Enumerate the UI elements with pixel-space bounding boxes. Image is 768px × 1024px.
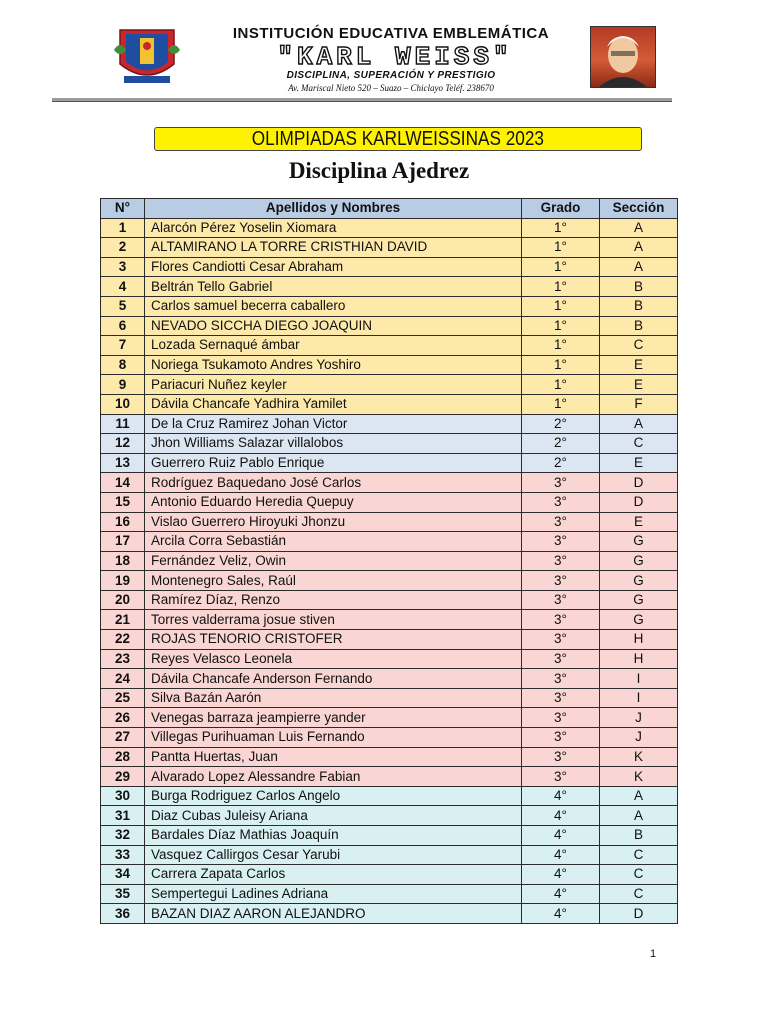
cell-grade: 3° [522,747,600,767]
cell-name: Silva Bazán Aarón [145,688,522,708]
cell-grade: 1° [522,218,600,238]
cell-number: 21 [101,610,145,630]
cell-grade: 4° [522,884,600,904]
cell-name: Reyes Velasco Leonela [145,649,522,669]
cell-section: C [600,865,678,885]
table-row [101,767,678,787]
cell-name: Ramírez Díaz, Renzo [145,590,522,610]
cell-section: E [600,375,678,395]
cell-grade: 3° [522,708,600,728]
cell-number: 4 [101,277,145,297]
cell-grade: 4° [522,845,600,865]
cell-number: 30 [101,786,145,806]
table-row [101,375,678,395]
cell-number: 10 [101,394,145,414]
cell-name: Diaz Cubas Juleisy Ariana [145,806,522,826]
cell-grade: 3° [522,767,600,787]
cell-name: Carlos samuel becerra caballero [145,296,522,316]
cell-name: Beltrán Tello Gabriel [145,277,522,297]
cell-grade: 1° [522,238,600,258]
cell-name: Burga Rodriguez Carlos Angelo [145,786,522,806]
cell-section: G [600,590,678,610]
table-row [101,532,678,552]
table-row [101,747,678,767]
cell-number: 22 [101,630,145,650]
participants-table [100,198,678,924]
col-header-grade: Grado [522,199,600,219]
cell-grade: 3° [522,590,600,610]
cell-grade: 1° [522,296,600,316]
table-row [101,551,678,571]
cell-section: J [600,708,678,728]
cell-name: Lozada Sernaqué ámbar [145,336,522,356]
cell-section: G [600,610,678,630]
cell-number: 28 [101,747,145,767]
table-row [101,590,678,610]
table-row [101,610,678,630]
cell-grade: 3° [522,532,600,552]
cell-name: Sempertegui Ladines Adriana [145,884,522,904]
cell-section: B [600,296,678,316]
cell-grade: 1° [522,257,600,277]
table-body [101,218,678,923]
cell-grade: 4° [522,865,600,885]
cell-grade: 3° [522,492,600,512]
cell-name: Guerrero Ruiz Pablo Enrique [145,453,522,473]
table-row [101,453,678,473]
cell-name: Pantta Huertas, Juan [145,747,522,767]
cell-number: 33 [101,845,145,865]
cell-number: 11 [101,414,145,434]
cell-section: E [600,453,678,473]
cell-number: 2 [101,238,145,258]
cell-name: Montenegro Sales, Raúl [145,571,522,591]
cell-name: Dávila Chancafe Yadhira Yamilet [145,394,522,414]
school-motto: DISCIPLINA, SUPERACIÓN Y PRESTIGIO [286,70,496,81]
cell-section: A [600,238,678,258]
cell-number: 16 [101,512,145,532]
cell-name: Dávila Chancafe Anderson Fernando [145,669,522,689]
cell-section: C [600,434,678,454]
table-row [101,336,678,356]
cell-section: D [600,904,678,924]
cell-section: E [600,355,678,375]
table-row [101,884,678,904]
cell-section: A [600,218,678,238]
cell-section: A [600,414,678,434]
table-row [101,492,678,512]
cell-section: H [600,630,678,650]
table-row [101,316,678,336]
cell-number: 35 [101,884,145,904]
cell-section: C [600,884,678,904]
cell-grade: 1° [522,375,600,395]
cell-section: I [600,669,678,689]
cell-name: Antonio Eduardo Heredia Quepuy [145,492,522,512]
table-row [101,571,678,591]
cell-number: 34 [101,865,145,885]
cell-number: 5 [101,296,145,316]
cell-name: Alvarado Lopez Alessandre Fabian [145,767,522,787]
cell-number: 1 [101,218,145,238]
table-row [101,806,678,826]
school-crest-logo [112,24,182,88]
table-row [101,688,678,708]
cell-grade: 3° [522,473,600,493]
table-row [101,649,678,669]
cell-number: 17 [101,532,145,552]
cell-section: B [600,277,678,297]
cell-section: C [600,845,678,865]
table-row [101,826,678,846]
cell-section: A [600,786,678,806]
table-row [101,355,678,375]
cell-name: BAZAN DIAZ AARON ALEJANDRO [145,904,522,924]
discipline-title: Disciplina Ajedrez [288,158,470,183]
cell-section: A [600,806,678,826]
cell-name: Noriega Tsukamoto Andres Yoshiro [145,355,522,375]
table-row [101,865,678,885]
school-address: Av. Mariscal Nieto 520 – Suazo – Chiclayo Teléf. 238670 [288,83,494,93]
cell-name: Venegas barraza jeampierre yander [145,708,522,728]
cell-number: 29 [101,767,145,787]
cell-number: 36 [101,904,145,924]
cell-grade: 3° [522,551,600,571]
cell-name: Flores Candiotti Cesar Abraham [145,257,522,277]
table-row [101,296,678,316]
cell-section: C [600,336,678,356]
cell-number: 18 [101,551,145,571]
cell-number: 32 [101,826,145,846]
cell-section: I [600,688,678,708]
cell-number: 19 [101,571,145,591]
cell-number: 15 [101,492,145,512]
school-name: "KARL WEISS" [277,42,513,72]
cell-grade: 3° [522,512,600,532]
cell-section: G [600,551,678,571]
cell-section: B [600,316,678,336]
cell-grade: 1° [522,336,600,356]
page-number: 1 [650,948,657,960]
cell-section: E [600,512,678,532]
cell-name: Villegas Purihuaman Luis Fernando [145,728,522,748]
cell-name: Carrera Zapata Carlos [145,865,522,885]
cell-name: ROJAS TENORIO CRISTOFER [145,630,522,650]
cell-grade: 1° [522,316,600,336]
cell-grade: 1° [522,355,600,375]
cell-number: 12 [101,434,145,454]
cell-section: G [600,571,678,591]
cell-section: B [600,826,678,846]
cell-grade: 2° [522,414,600,434]
cell-grade: 4° [522,826,600,846]
cell-number: 6 [101,316,145,336]
cell-name: Jhon Williams Salazar villalobos [145,434,522,454]
cell-grade: 1° [522,277,600,297]
cell-section: G [600,532,678,552]
table-row [101,669,678,689]
cell-number: 23 [101,649,145,669]
cell-grade: 3° [522,571,600,591]
col-header-number: N° [101,199,145,219]
cell-name: Arcila Corra Sebastián [145,532,522,552]
cell-section: K [600,767,678,787]
cell-number: 25 [101,688,145,708]
table-row [101,277,678,297]
cell-section: K [600,747,678,767]
table-row [101,473,678,493]
table-row [101,238,678,258]
cell-grade: 3° [522,728,600,748]
cell-section: J [600,728,678,748]
cell-name: Alarcón Pérez Yoselin Xiomara [145,218,522,238]
table-row [101,218,678,238]
cell-grade: 4° [522,786,600,806]
cell-number: 24 [101,669,145,689]
table-row [101,414,678,434]
col-header-section: Sección [600,199,678,219]
cell-section: D [600,473,678,493]
table-row [101,630,678,650]
table-row [101,904,678,924]
table-row [101,257,678,277]
event-banner [154,127,642,151]
table-row [101,845,678,865]
cell-number: 31 [101,806,145,826]
cell-section: F [600,394,678,414]
cell-grade: 4° [522,904,600,924]
cell-section: D [600,492,678,512]
cell-grade: 2° [522,434,600,454]
cell-section: A [600,257,678,277]
cell-name: Fernández Veliz, Owin [145,551,522,571]
cell-number: 14 [101,473,145,493]
event-title: OLIMPIADAS KARLWEISSINAS 2023 [251,128,545,150]
cell-number: 7 [101,336,145,356]
founder-portrait [590,26,656,88]
cell-number: 27 [101,728,145,748]
cell-name: Torres valderrama josue stiven [145,610,522,630]
cell-name: Vasquez Callirgos Cesar Yarubi [145,845,522,865]
cell-section: H [600,649,678,669]
cell-grade: 3° [522,630,600,650]
cell-number: 8 [101,355,145,375]
table-row [101,434,678,454]
header-divider [52,98,672,102]
cell-grade: 4° [522,806,600,826]
cell-name: ALTAMIRANO LA TORRE CRISTHIAN DAVID [145,238,522,258]
cell-number: 9 [101,375,145,395]
cell-grade: 2° [522,453,600,473]
table-row [101,728,678,748]
cell-name: Pariacuri Nuñez keyler [145,375,522,395]
table-row [101,708,678,728]
cell-number: 13 [101,453,145,473]
cell-grade: 3° [522,649,600,669]
cell-number: 26 [101,708,145,728]
cell-name: NEVADO SICCHA DIEGO JOAQUIN [145,316,522,336]
col-header-name: Apellidos y Nombres [145,199,522,219]
table-row [101,512,678,532]
table-row [101,394,678,414]
cell-name: De la Cruz Ramirez Johan Victor [145,414,522,434]
cell-name: Vislao Guerrero Hiroyuki Jhonzu [145,512,522,532]
institution-title: INSTITUCIÓN EDUCATIVA EMBLEMÁTICA [232,25,550,42]
table-header-row [101,199,678,219]
cell-name: Bardales Díaz Mathias Joaquín [145,826,522,846]
cell-number: 20 [101,590,145,610]
table-row [101,786,678,806]
cell-grade: 3° [522,669,600,689]
cell-grade: 3° [522,688,600,708]
cell-number: 3 [101,257,145,277]
cell-grade: 1° [522,394,600,414]
cell-name: Rodríguez Baquedano José Carlos [145,473,522,493]
cell-grade: 3° [522,610,600,630]
